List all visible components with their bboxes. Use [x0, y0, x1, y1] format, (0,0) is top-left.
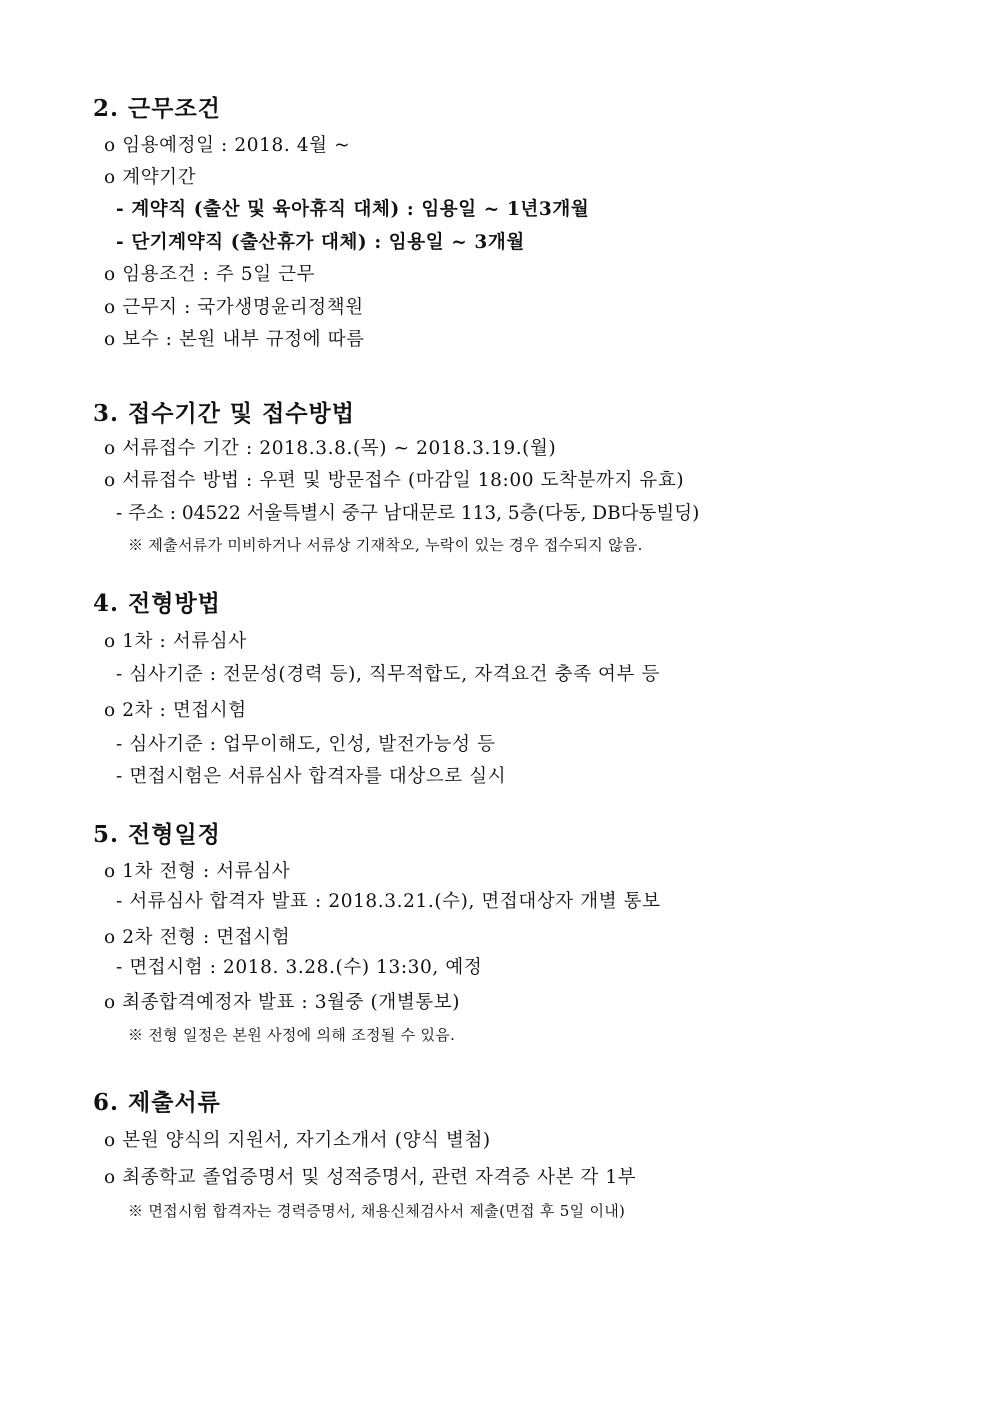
list-item: o 계약기간 [104, 167, 197, 188]
list-subitem: - 서류심사 합격자 발표 : 2018.3.21.(수), 면접대상자 개별 통보 [116, 891, 661, 912]
section-title-documents: 6. 제출서류 [93, 1089, 221, 1116]
note: ※ 제출서류가 미비하거나 서류상 기재착오, 누락이 있는 경우 접수되지 않음. [128, 536, 643, 554]
list-item: o 1차 : 서류심사 [104, 631, 247, 652]
list-item: o 서류접수 기간 : 2018.3.8.(목) ∼ 2018.3.19.(월) [104, 438, 557, 459]
list-subitem: - 심사기준 : 업무이해도, 인성, 발전가능성 등 [116, 734, 496, 755]
section-title-selection-method: 4. 전형방법 [93, 590, 221, 617]
note: ※ 전형 일정은 본원 사정에 의해 조정될 수 있음. [128, 1026, 456, 1044]
section-title-schedule: 5. 전형일정 [93, 821, 221, 848]
list-subitem: - 주소 : 04522 서울특별시 중구 남대문로 113, 5층(다동, DB다동빌딩) [116, 503, 700, 524]
list-subitem: - 면접시험은 서류심사 합격자를 대상으로 실시 [116, 766, 507, 787]
list-item: o 2차 : 면접시험 [104, 700, 247, 721]
list-item: o 1차 전형 : 서류심사 [104, 861, 291, 882]
list-item: o 최종학교 졸업증명서 및 성적증명서, 관련 자격증 사본 각 1부 [104, 1167, 637, 1188]
list-item: o 서류접수 방법 : 우편 및 방문접수 (마감일 18:00 도착분까지 유효) [104, 470, 685, 491]
list-item: o 임용조건 : 주 5일 근무 [104, 264, 316, 285]
note: ※ 면접시험 합격자는 경력증명서, 채용신체검사서 제출(면접 후 5일 이내) [128, 1202, 626, 1220]
list-subitem: - 심사기준 : 전문성(경력 등), 직무적합도, 자격요건 충족 여부 등 [116, 664, 660, 685]
section-title-application-period: 3. 접수기간 및 접수방법 [93, 400, 355, 427]
list-item: o 근무지 : 국가생명윤리정책원 [104, 297, 364, 318]
list-item: o 임용예정일 : 2018. 4월 ~ [104, 135, 351, 156]
list-subitem: - 계약직 (출산 및 육아휴직 대체) : 임용일 ~ 1년3개월 [116, 199, 590, 220]
list-item: o 최종합격예정자 발표 : 3월중 (개별통보) [104, 992, 461, 1013]
list-item: o 본원 양식의 지원서, 자기소개서 (양식 별첨) [104, 1130, 491, 1151]
section-title-working-conditions: 2. 근무조건 [93, 95, 221, 122]
list-subitem: - 단기계약직 (출산휴가 대체) : 임용일 ~ 3개월 [116, 232, 525, 253]
list-item: o 보수 : 본원 내부 규정에 따름 [104, 329, 365, 350]
list-subitem: - 면접시험 : 2018. 3.28.(수) 13:30, 예정 [116, 957, 483, 978]
list-item: o 2차 전형 : 면접시험 [104, 927, 291, 948]
